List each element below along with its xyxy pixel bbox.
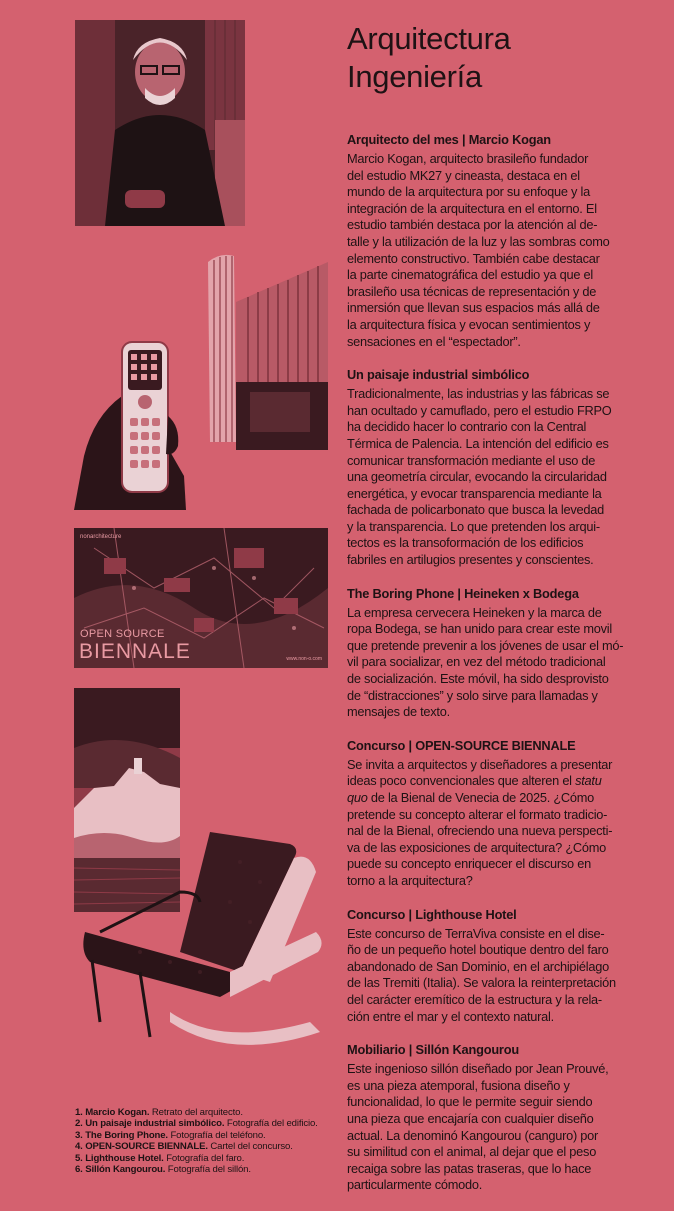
article-line: de “distracciones” y solo sirve para llamadas y — [347, 687, 598, 703]
headline-line-2: Ingeniería — [347, 59, 482, 94]
headline-line-1: Arquitectura — [347, 21, 511, 56]
caption-text: Fotografía del teléfono. — [167, 1129, 266, 1141]
article-title: Arquitecto del mes | Marcio Kogan — [347, 132, 551, 147]
article-line: comunicar transformación mediante el uso de — [347, 452, 596, 468]
article-line: su similitud con el animal, al dejar que el peso — [347, 1144, 597, 1160]
article-line: quo de la Bienal de Venecia de 2025. ¿Cómo — [347, 790, 595, 805]
article-line: que pretende prevenir a los jóvenes de usar el mó- — [347, 637, 624, 653]
article-line: de las Tremiti (Italia). Se valora la reinterpretación — [347, 975, 616, 991]
article-line: ción entre el mar y el contexto natural. — [347, 1008, 554, 1024]
article-line: Marcio Kogan, arquitecto brasileño fundador — [347, 151, 589, 166]
article-line: integración de la arquitectura en el entorno. El — [347, 200, 597, 216]
caption-text: Fotografía del sillón. — [165, 1164, 251, 1176]
article-line: abandonado de San Dominio, en el archipiélago — [347, 958, 609, 974]
caption-2 — [75, 1118, 335, 1129]
article-line: ño de un pequeño hotel boutique dentro del faro — [347, 942, 609, 958]
article-title: Un paisaje industrial simbólico — [347, 367, 530, 383]
article-sillon-kangourou — [347, 1042, 659, 1194]
building-image — [200, 242, 328, 450]
caption-label: 6. Sillón Kangourou. — [75, 1164, 166, 1176]
article-line: Se invita a arquitectos y diseñadores a presentar — [347, 756, 613, 772]
article-line: Térmica de Palencia. La intención del edificio es — [347, 435, 609, 451]
article-line: energética, y evocar transparencia mediante la — [347, 485, 602, 501]
article-line: particularmente cómodo. — [347, 1177, 483, 1193]
article-line: brasileño usa técnicas de representación y de — [347, 283, 597, 299]
article-line: funcionalidad, lo que le permite seguir siendo — [347, 1094, 593, 1110]
article-line: Este ingenioso sillón diseñado por Jean Prouvé, — [347, 1061, 609, 1077]
article-line: mundo de la arquitectura por su enfoque y la — [347, 184, 590, 200]
caption-1 — [75, 1107, 335, 1118]
image-captions — [75, 1107, 335, 1175]
article-line: estudio también destaca por la atención al de- — [347, 217, 598, 233]
article-title: Concurso | OPEN-SOURCE BIENNALE — [347, 737, 576, 753]
article-line: Tradicionalmente, las industrias y las fábricas se — [347, 386, 610, 402]
article-line: la parte cinematográfica del estudio ya que el — [347, 267, 594, 283]
caption-text: Cartel del concurso. — [207, 1141, 293, 1153]
article-line: del carácter eremítico de la estructura y la rela- — [347, 991, 602, 1007]
poster-url: www.non-o.com — [286, 656, 322, 662]
article-line: Este concurso de TerraViva consiste en el dise- — [347, 925, 605, 941]
article-line: la arquitectura física y evocan sentimientos y — [347, 316, 591, 332]
article-line: sensaciones en el “espectador”. — [347, 333, 521, 349]
article-line: es una pieza atemporal, fusiona diseño y — [347, 1077, 570, 1093]
article-line: actual. La denominó Kangourou (canguro) por — [347, 1127, 599, 1143]
article-line: nal de la Bienal, ofreciendo una nueva perspecti- — [347, 823, 613, 839]
article-title: The Boring Phone | Heineken x Bodega — [347, 585, 579, 601]
caption-text: Fotografía del faro. — [163, 1152, 245, 1164]
article-line: ropa Bodega, se han unido para crear este movil — [347, 621, 612, 637]
caption-label: 4. OPEN-SOURCE BIENNALE. — [75, 1141, 208, 1153]
article-line: inmersión que llevan sus espacios más allá de — [347, 300, 600, 316]
article-line: elemento constructivo. También cabe destacar — [347, 250, 600, 266]
caption-label: 3. The Boring Phone. — [75, 1129, 168, 1141]
caption-label: 5. Lighthouse Hotel. — [75, 1152, 164, 1164]
article-line: puede su concepto enriquecer el discurso en — [347, 856, 591, 872]
poster-corner-text: nonarchitecture — [80, 534, 122, 540]
article-line: La empresa cervecera Heineken y la marca de — [347, 604, 602, 620]
article-line: pretende su concepto alterar el formato tradicio- — [347, 806, 608, 822]
poster-title-line-1: OPEN SOURCE — [80, 628, 165, 640]
caption-3 — [75, 1130, 335, 1141]
article-line: mensajes de texto. — [347, 704, 450, 720]
article-marcio-kogan — [347, 132, 659, 350]
article-paisaje-industrial — [347, 367, 659, 569]
article-line: ideas poco convencionales que alteren el statu — [347, 773, 602, 789]
caption-label: 2. Un paisaje industrial simbólico. — [75, 1118, 225, 1130]
article-line: talle y la utilización de la luz y las sombras como — [347, 233, 610, 249]
caption-6 — [75, 1164, 335, 1175]
article-line: recaiga sobre las patas traseras, que lo hace — [347, 1160, 592, 1176]
caption-label: 1. Marcio Kogan. — [75, 1107, 150, 1118]
article-title: Concurso | Lighthouse Hotel — [347, 906, 517, 922]
poster-title-line-2: BIENNALE — [79, 640, 191, 663]
article-line: ha decidido hacer lo contrario con la Central — [347, 419, 587, 435]
article-line: una geometría circular, evocando la circularidad — [347, 469, 607, 485]
article-open-source-biennale — [347, 738, 659, 890]
article-line: de socialización. Este móvil, ha sido desprovisto — [347, 671, 609, 687]
caption-text: Fotografía del edificio. — [224, 1118, 318, 1130]
armchair-image — [80, 822, 328, 1054]
article-line: fabriles en artilugios presentes y conscientes. — [347, 552, 594, 568]
article-line: y la transparencia. Lo que pretenden los arqui- — [347, 518, 600, 534]
article-line: del estudio MK27 y cineasta, destaca en el — [347, 167, 580, 183]
article-line: torno a la arquitectura? — [347, 872, 473, 888]
section-headline — [347, 20, 657, 96]
biennale-poster-image — [74, 528, 328, 668]
article-line: han ocultado y camuflado, pero el estudio FRPO — [347, 402, 612, 418]
article-title: Mobiliario | Sillón Kangourou — [347, 1042, 519, 1058]
articles-column — [347, 132, 659, 1211]
caption-text: Retrato del arquitecto. — [149, 1107, 243, 1118]
caption-4 — [75, 1141, 335, 1152]
article-lighthouse-hotel — [347, 907, 659, 1026]
article-line: fachada de policarbonato que busca la levedad — [347, 502, 604, 518]
article-boring-phone — [347, 586, 659, 721]
caption-5 — [75, 1153, 335, 1164]
article-line: una pieza que encajaría con cualquier diseño — [347, 1110, 594, 1126]
article-line: vil para socializar, en vez del método tradicional — [347, 654, 606, 670]
article-line: tectos es la transoformación de los edificios — [347, 535, 584, 551]
portrait-image — [75, 20, 245, 226]
article-line: va de las exposiciones de arquitectura? ¿Cómo — [347, 839, 607, 855]
phone-image — [74, 336, 186, 510]
